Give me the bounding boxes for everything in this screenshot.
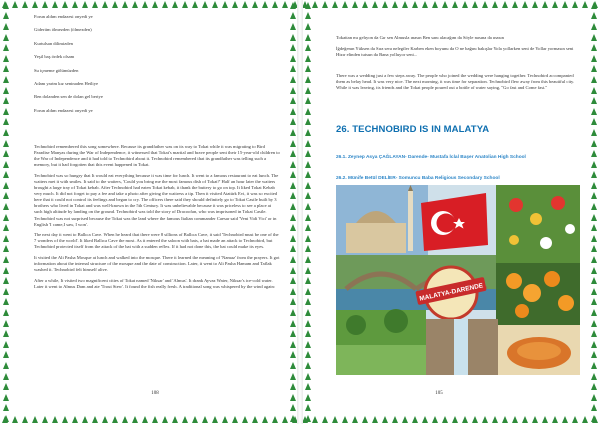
dried-apricot-photo bbox=[498, 325, 580, 375]
right-body-text bbox=[336, 73, 582, 96]
chapter-title: 26. TECHNOBIRD IS IN MALATYA bbox=[336, 124, 490, 135]
lyric-line: Su içmeme gölümüzden bbox=[34, 67, 79, 73]
apricot-photo bbox=[496, 263, 580, 325]
left-page-number: 108 bbox=[151, 391, 159, 396]
author-credit: 26.2. Münife Betül DELİER- Somuncu Baba Religious Secondary School bbox=[336, 176, 500, 181]
canyon-photo bbox=[426, 319, 498, 375]
paragraph: Technobird remembered this song somewhere. Because its grandfather was on its way to Tokat while it was migrating to Bird Paradise Manyas during the War of Independence, it witnessed that Tokat's martial and brave people sent their 15-year-old children to the War of Independence and it had told to Technobird about it. Technobird remembered that its grandfather was telling such a memory, but it had forgotten that this event happened in Tokat. bbox=[34, 144, 280, 168]
left-page bbox=[12, 0, 288, 424]
right-lyric-block bbox=[336, 35, 582, 62]
turkish-flag bbox=[421, 193, 488, 251]
paragraph: After a while, It visited two magnificent cities of Tokat named 'Niksar' and 'Almus'. It drank Ayvaz Water, Niksar's ice-cold water. Later it went to Almus Dam and ate 'Trout Stew'. It found the fish really fresh. A traditional song was whispered by the wind again: bbox=[34, 277, 276, 289]
lyric-line: Yeşil baş ördek olsam bbox=[34, 54, 75, 60]
lyric-line: Forun aldım endazesi onyedi ye bbox=[34, 107, 93, 113]
paragraph: There was a wedding just a few steps away. The people who joined the wedding were hanging together. Technobird accompanied them as belay head. It was very nice. The next morning, it was time for separation. Technobird flew away from this beautiful city. While it was leaving, its friends and the Tokat people poured out a bottle of water saying, "Go fast and Come fast." bbox=[336, 73, 575, 91]
right-page-number: 105 bbox=[435, 391, 443, 396]
lyric-line: Gideriim ölmezden (ölmezden) bbox=[34, 27, 92, 33]
flowers-photo bbox=[496, 185, 580, 263]
paragraph: The next day it went to Ballıca Cave. When he heard that there were 8 sillions of Ballıca Cave, it said 'Technobird must be one of the 7 wonders of the world'. It liked Ballıca Cave the most. As it entered the saloon with bats, a bat made an attack to Technobird, but Technobird protected itself from the attack of the bat with a sudden reflex. If it had not done this, the bat could make its eyes. bbox=[34, 232, 279, 250]
lyric-line: Kurtulsan dilimizden bbox=[34, 40, 73, 46]
lyric-line: İğdeğenın Yüksen da Sıra sera nelegiler Karben eken boyunu da O ne bağını bakışlar Yola yollarken seni de Yollar yormasın seni Hizır elinden tutsun da Bana yolluyor seni... bbox=[336, 45, 574, 57]
left-lyric-block bbox=[34, 14, 274, 121]
lyric-line: Adam yarim kız seninaden Heiliye bbox=[34, 80, 99, 86]
lyric-line: Ben dolanden sen de dolan gel beriye bbox=[34, 94, 103, 100]
author-credit: 26.1. Zeynep Asya ÇAĞLAYAN- Darende- Mustafa İclal Başer Anatolian High School bbox=[336, 155, 526, 160]
park-photo bbox=[336, 309, 426, 375]
paragraph: Technobird was so hungry that It would eat everything because it was time for lunch. It went to a famous restaurant to eat lunch. The waiters met it with smiles. It said to the waiters, 'Could you bring me the most famous dish of Tokat?' Half an hour later the waiters brought a large tray of Tokat kebab. After Technobird had eaten Tokat kebab, it thank the buttery to go on top. It liked Tokat Kebab very much. It did not forget to pay a fee and take a photo after giving the waitress a tip. Then it visited Atatürk Evi, it was so excited here that it could not control its feelings and began to cry. The officers there said they should definitely go to Tokat Castle built by 3 brothers who lived in Tokat and was well-known in the 5th Century. It was unbelievable because it was priceless to see a place at such high altitude by landing on the ground. Technobird was told the story of Dracoofan, who was imprisoned in Tokat Castle. Technobird was not surprised because the Tokat was the land where the famous Italian commander Caesar said 'Veni Vidi Vici' or in English 'I came,I saw, I won'. bbox=[34, 172, 279, 227]
mosque-photo bbox=[336, 185, 428, 255]
book-gutter bbox=[297, 0, 303, 424]
malatya-photo-collage bbox=[336, 185, 580, 375]
tree-border-left bbox=[1, 0, 11, 424]
left-body-text bbox=[34, 144, 280, 294]
tree-border-right bbox=[589, 0, 599, 424]
paragraph: It visited the Ali Pasha Mosque at lunch and walked into the mosque. There it learned the meaning of 'Namaz' from the prayers. It got information about the internal structure of the mosque and the date of construction. Later, it went to Ali Pasha Hamam and Taflak washed it. Technobird felt himself alive. bbox=[34, 255, 280, 273]
lyric-line: Tokattan mı gelıyon da Gır sen Almusla ınasın Ben sanı alacağım da Söyle nasına da ınasın bbox=[336, 35, 504, 40]
lyric-line: Forun aldım endazesi onyedi ye bbox=[34, 14, 93, 19]
sign-text: MALATYA-DARENDE bbox=[418, 282, 484, 303]
